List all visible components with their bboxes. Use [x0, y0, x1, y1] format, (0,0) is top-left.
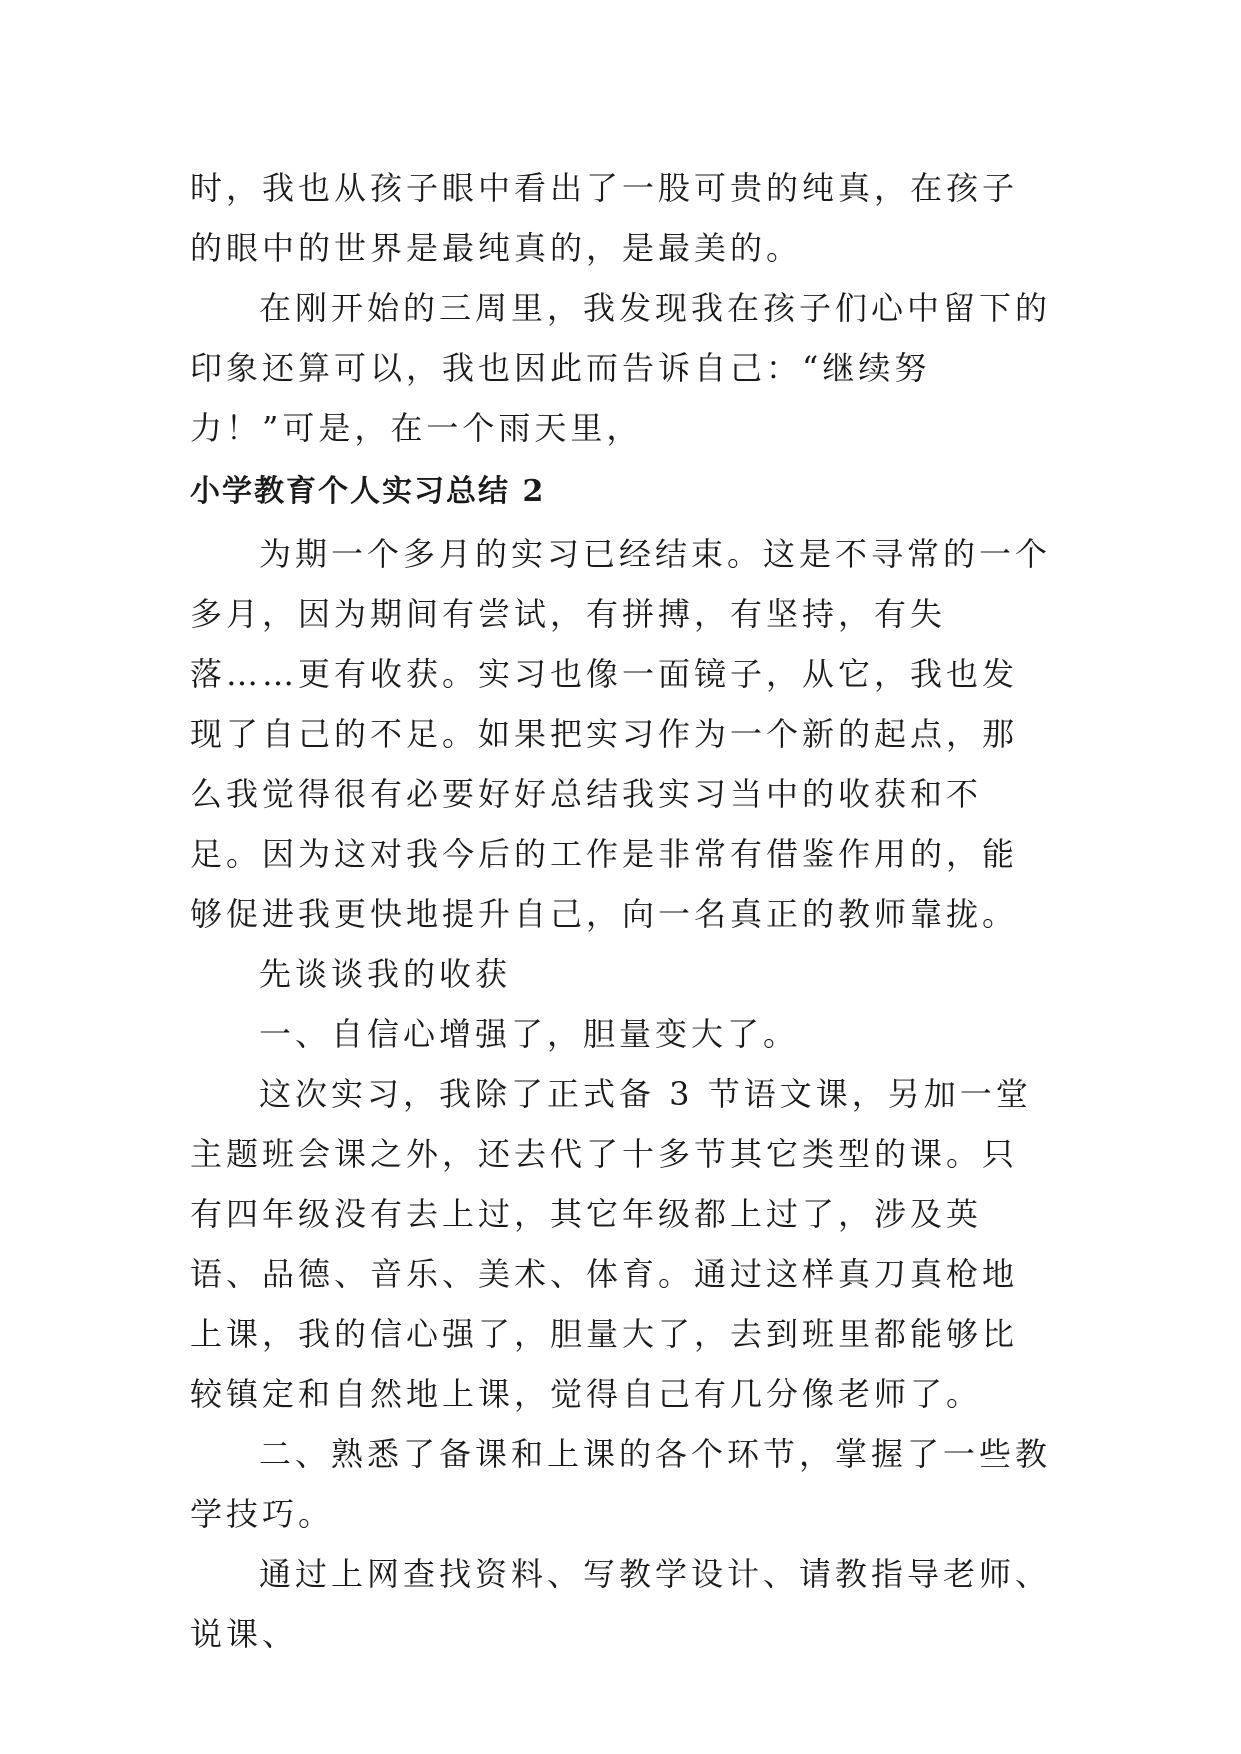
paragraph-first-three-weeks: 在刚开始的三周里，我发现我在孩子们心中留下的印象还算可以，我也因此而告诉自己：“继续努力！”可是，在一个雨天里，: [190, 289, 1052, 447]
paragraph-point-one-detail: 这次实习，我除了正式备 3 节语文课，另加一堂主题班会课之外，还去代了十多节其它类型的课。只有四年级没有去上过，其它年级都上过了，涉及英语、品德、音乐、美术、体育。通过这样真刀真枪地上课，我的信心强了，胆量大了，去到班里都能够比较镇定和自然地上课，觉得自己有几分像老师了。: [190, 1075, 1032, 1413]
paragraph-gains-heading: 先谈谈我的收获: [259, 955, 512, 993]
paragraph-point-one: 一、自信心增强了，胆量变大了。: [259, 1015, 800, 1053]
document-body: [190, 158, 1052, 1664]
paragraph-intro: 为期一个多月的实习已经结束。这是不寻常的一个多月，因为期间有尝试，有拼搏，有坚持，有失落……更有收获。实习也像一面镜子，从它，我也发现了自己的不足。如果把实习作为一个新的起点，那么我觉得很有必要好好总结我实习当中的收获和不足。因为这对我今后的工作是非常有借鉴作用的，能够促进我更快地提升自己，向一名真正的教师靠拢。: [190, 535, 1052, 933]
section-title: 小学教育个人实习总结 2: [190, 474, 546, 509]
paragraph-point-two: 二、熟悉了备课和上课的各个环节，掌握了一些教学技巧。: [190, 1435, 1052, 1533]
paragraph-point-two-detail: 通过上网查找资料、写教学设计、请教指导老师、说课、: [190, 1555, 1052, 1653]
paragraph-continuation: 时，我也从孩子眼中看出了一股可贵的纯真，在孩子的眼中的世界是最纯真的，是最美的。: [190, 169, 1019, 267]
